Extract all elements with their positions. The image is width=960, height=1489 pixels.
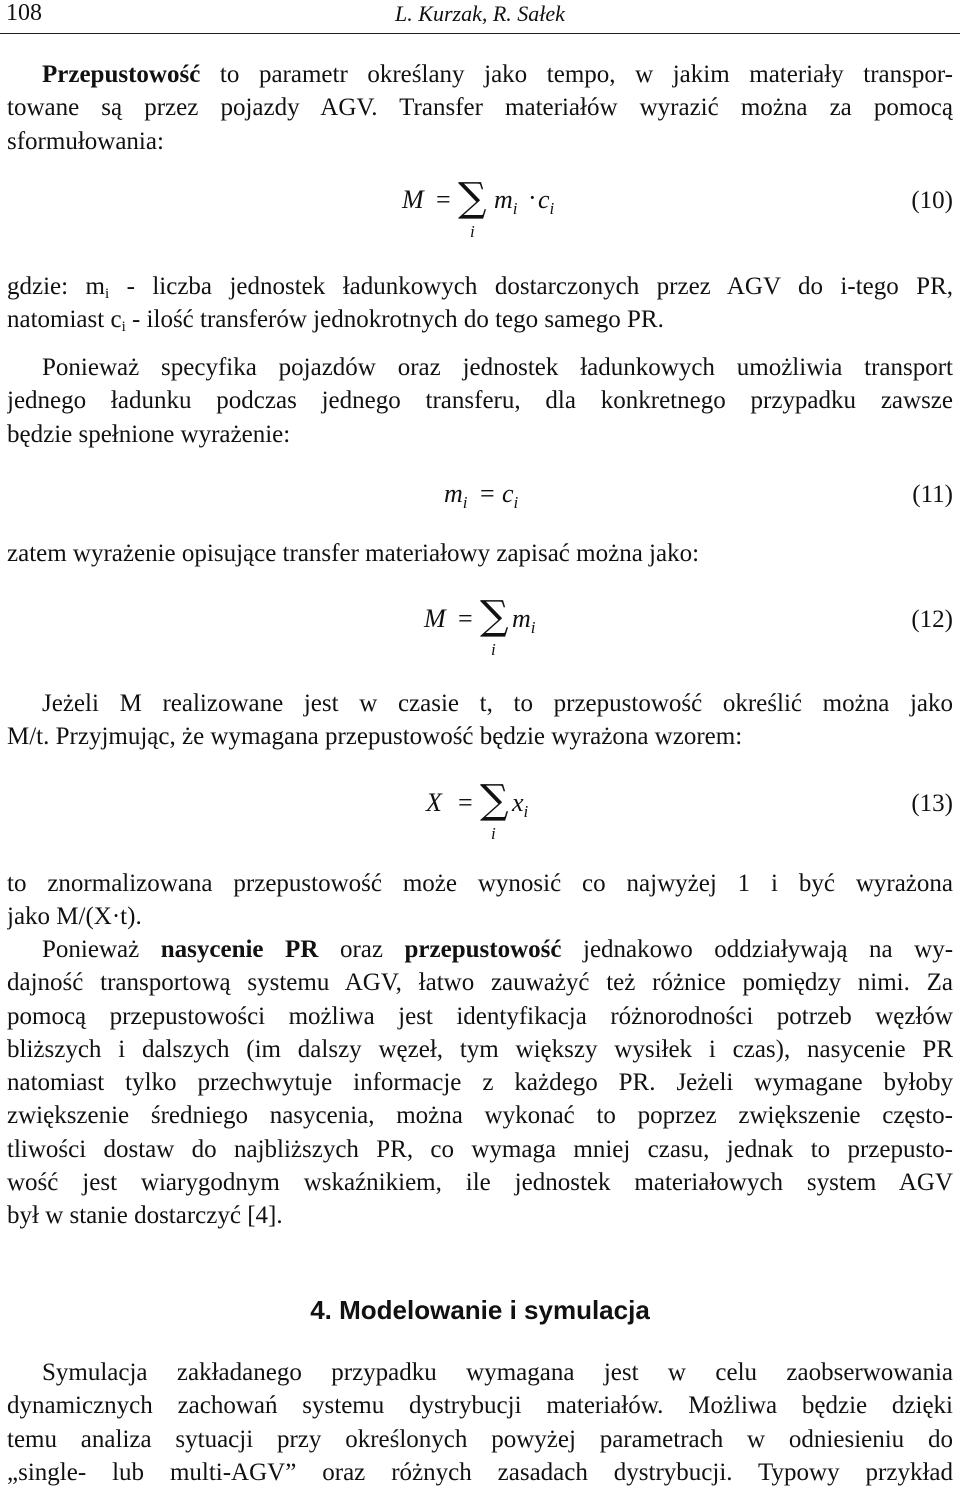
text-line: towane są przez pojazdy AGV. Transfer materiałów wyrazić można za pomocą: [7, 94, 953, 122]
eq-lhs: M: [424, 604, 446, 633]
header-rule: [0, 33, 960, 34]
text-line: jednego ładunku podczas jednego transferu, dla konkretnego przypadku zawsze: [7, 387, 953, 415]
paragraph-thus: [7, 537, 953, 570]
text-line: temu analiza sytuacji przy określonych powyżej parametrach w odniesieniu do: [7, 1425, 953, 1453]
text-line: Jeżeli M realizowane jest w czasie t, to przepustowość określić można jako: [42, 690, 953, 717]
sum-symbol: ∑: [480, 777, 509, 823]
page-header: [0, 0, 960, 32]
text-line: sformułowania:: [7, 127, 164, 155]
text-line: dynamicznych zachowań systemu dystrybucji materiałów. Możliwa będzie dzięki: [7, 1392, 953, 1420]
text-line: natomiast tylko przechwytuje informacje z każdego PR. Jeżeli wymagane byłoby: [7, 1069, 953, 1097]
sum-symbol: ∑: [480, 593, 509, 639]
eq-dot: ·: [528, 183, 537, 212]
eq-equals: =: [458, 604, 473, 633]
text-line: wość jest wiarygodnym wskaźnikiem, ile jednostek materiałowych system AGV: [7, 1169, 953, 1197]
text-line: bliższych i dalszych (im dalszy węzeł, tym większy wysiłek i czas), nasycenie PR: [7, 1035, 953, 1063]
section-heading: 4. Modelowanie i symulacja: [310, 1295, 650, 1325]
eq-equals: =: [458, 788, 473, 817]
equation-10: [0, 175, 960, 258]
sum-index: i: [470, 222, 475, 241]
equation-number: (12): [911, 606, 953, 633]
text-line: „single- lub multi-AGV” oraz różnych zasadach dystrybucji. Typowy przykład: [7, 1458, 953, 1486]
text-line: będzie spełnione wyrażenie:: [7, 420, 291, 448]
text-span: to parametr określany jako tempo, w jakim materiały transpor-: [219, 61, 953, 88]
paragraph-if-m: [7, 687, 953, 754]
equation-number: (10): [911, 187, 953, 214]
paragraph-throughput-definition: [7, 58, 953, 158]
text-line: zwiększenie średniego nasycenia, można wykonać to poprzez zwiększenie często-: [7, 1102, 953, 1130]
page-number: 108: [6, 0, 42, 26]
eq-equals: =: [480, 479, 495, 508]
text-line: pomocą przepustowości możliwa jest identyfikacja różnorodności potrzeb węzłów: [7, 1002, 953, 1030]
text-line: Ponieważ nasycenie PR oraz przepustowość jednakowo oddziaływają na wy-: [42, 936, 953, 963]
text-line: zatem wyrażenie opisujące transfer materiałowy zapisać można jako:: [7, 540, 700, 567]
text-line: Symulacja zakładanego przypadku wymagana jest w celu zaobserwowania: [42, 1359, 953, 1386]
eq-term-m: $m_i$: [444, 479, 468, 512]
text-line: M/t. Przyjmując, że wymagana przepustowość będzie wyrażona wzorem:: [7, 723, 743, 751]
sum-symbol: ∑: [458, 175, 487, 221]
text-line: był w stanie dostarczyć [4].: [7, 1202, 283, 1230]
text-line: tliwości dostaw do najbliższych PR, co wymaga mniej czasu, jednak to przepusto-: [7, 1135, 953, 1163]
text-line: [7, 58, 953, 91]
eq-lhs: X: [426, 788, 442, 817]
text-line: jako M/(X·t).: [7, 903, 142, 931]
paragraph-saturation: [7, 933, 953, 1233]
bold-term: przepustowość: [404, 936, 562, 963]
sum-index: i: [491, 640, 496, 659]
paragraph-specificity: [7, 351, 953, 451]
eq-term-c: $c_i$: [538, 185, 555, 218]
equation-number: (13): [911, 790, 953, 817]
eq-term-c: $c_i$: [502, 479, 519, 512]
running-head: L. Kurzak, R. Sałek: [395, 1, 565, 26]
eq-lhs: M: [402, 185, 424, 214]
eq-equals: =: [436, 185, 451, 214]
bold-term: Przepustowość: [42, 61, 201, 88]
bold-term: nasycenie PR: [160, 936, 319, 963]
sum-index: i: [491, 824, 496, 843]
text-line: to znormalizowana przepustowość może wynosić co najwyżej 1 i być wyrażona: [7, 870, 953, 897]
text-line: Ponieważ specyfika pojazdów oraz jednostek ładunkowych umożliwia transport: [42, 354, 953, 381]
paragraph-simulation: [7, 1356, 953, 1489]
text-line: dajność transportową systemu AGV, łatwo zauważyć też różnice pomiędzy nimi. Za: [7, 969, 953, 997]
paragraph-normalized: [7, 867, 953, 934]
equation-13: [0, 777, 960, 860]
text-line: natomiast $c_i$ - ilość transferów jednokrotnych do tego samego PR.: [7, 306, 664, 336]
text-line: gdzie: $m_i$ - liczba jednostek ładunkowych dostarczonych przez AGV do i-tego PR,: [7, 273, 953, 302]
equation-12: [0, 593, 960, 676]
eq-term-m: $m_i$: [512, 604, 536, 637]
equation-number: (11): [912, 481, 953, 508]
eq-term-m: $m_i$: [494, 185, 518, 218]
eq-term-x: $x_i$: [512, 788, 529, 821]
paragraph-where: [7, 270, 953, 337]
